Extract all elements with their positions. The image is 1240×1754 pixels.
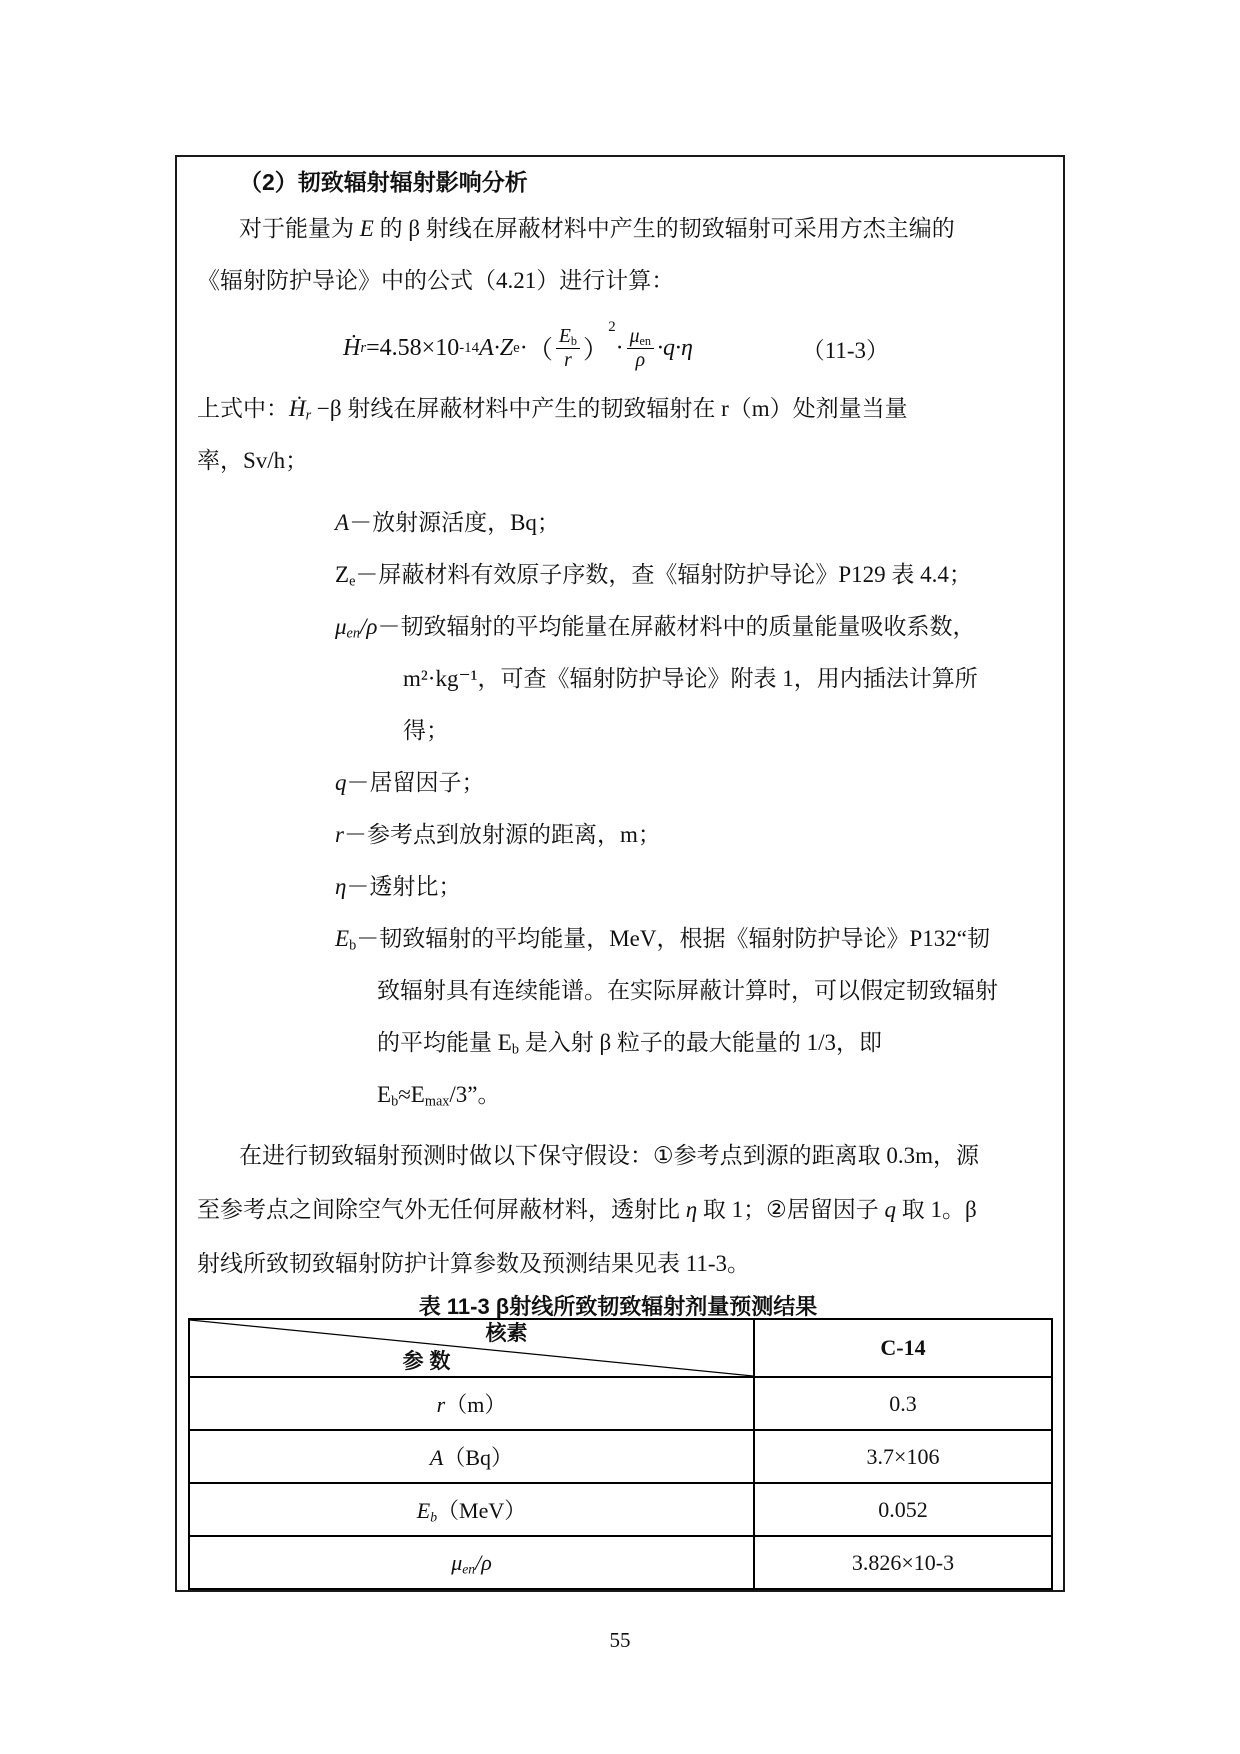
value-cell-eb: 0.052 xyxy=(754,1483,1052,1536)
fraction-eb-over-r: $\frac{E_b}{r}$ xyxy=(556,325,580,371)
param-cell-a: A（Bq） xyxy=(189,1430,754,1483)
paragraph-3-line-3: 射线所致韧致辐射防护计算参数及预测结果见表 11-3。 xyxy=(197,1251,751,1276)
value-cell-r: 0.3 xyxy=(754,1377,1052,1430)
value-cell-a: 3.7×106 xyxy=(754,1430,1052,1483)
table-header-row xyxy=(189,1319,1052,1377)
paragraph-2-line-1: 上式中：Ḣ$_r$ −β 射线在屏蔽材料中产生的韧致辐射在 r（m）处剂量当量 xyxy=(197,396,908,424)
table-row xyxy=(189,1377,1052,1430)
header-nuclide-label: 核素 xyxy=(485,1322,528,1345)
def-atomic-number: $Z_e-$屏蔽材料有效原子序数，查《辐射防护导论》P129 表 4.4； xyxy=(335,562,972,590)
param-cell-r: r（m） xyxy=(189,1377,754,1430)
symbol-E: E xyxy=(359,216,374,241)
table-row xyxy=(189,1536,1052,1589)
results-table xyxy=(188,1318,1053,1590)
paragraph-1-line-1: 对于能量为 E 的 β 射线在屏蔽材料中产生的韧致辐射可采用方杰主编的 xyxy=(239,216,955,241)
def-mass-energy-absorption-cont-2: 得； xyxy=(403,718,449,743)
paragraph-2-line-2: 率，Sv/h； xyxy=(197,448,309,473)
page-number: 55 xyxy=(609,1628,631,1652)
def-average-energy-cont-1: 致辐射具有连续能谱。在实际屏蔽计算时，可以假定韧致辐射 xyxy=(377,978,998,1003)
formula-11-3 xyxy=(197,313,1039,383)
section-heading: （2）韧致辐射辐射影响分析 xyxy=(239,169,528,195)
definition-list xyxy=(197,497,1039,1121)
header-nuclide-c14: C-14 xyxy=(754,1319,1052,1377)
paragraph-1-line-2: 《辐射防护导论》中的公式（4.21）进行计算： xyxy=(197,268,675,293)
fraction-muen-over-rho: $\frac{\mu_{en}}{\rho}$ xyxy=(627,325,654,371)
table-row xyxy=(189,1430,1052,1483)
formula-expression: Ḣ r =4.58×10 -14 A·Z e · （ $\frac{E_b}{r}$ ） 2 · $\frac{\mu_{en}}{\rho}$ ·q·η xyxy=(343,318,693,371)
def-average-energy-cont-3: $E_b\approx E_{max}/3$”。 xyxy=(377,1082,501,1110)
paragraph-3-line-2: 至参考点之间除空气外无任何屏蔽材料，透射比 η 取 1；②居留因子 q 取 1。β xyxy=(197,1197,977,1222)
def-occupancy-factor: q－居留因子； xyxy=(335,770,485,795)
def-distance: r－参考点到放射源的距离，m； xyxy=(335,822,661,847)
def-transmission-ratio: η－透射比； xyxy=(335,874,462,899)
table-title: 表 11-3 β射线所致韧致辐射剂量预测结果 xyxy=(418,1294,818,1319)
value-cell-muen: 3.826×10-3 xyxy=(754,1536,1052,1589)
diagonal-header-cell xyxy=(189,1319,754,1377)
def-activity: A－放射源活度，Bq； xyxy=(335,510,560,535)
param-cell-eb: $E_b(MeV)$ xyxy=(189,1483,754,1536)
equation-number: （11-3） xyxy=(801,337,889,363)
def-mass-energy-absorption-cont-1: m²·kg⁻¹，可查《辐射防护导论》附表 1，用内插法计算所 xyxy=(403,666,978,691)
def-average-energy-cont-2: 的平均能量 $E_b$ 是入射 β 粒子的最大能量的 1/3，即 xyxy=(377,1030,883,1058)
def-average-energy: $E_b-$韧致辐射的平均能量，MeV，根据《辐射防护导论》P132“韧 xyxy=(335,926,990,954)
paragraph-3-line-1: 在进行韧致辐射预测时做以下保守假设：①参考点到源的距离取 0.3m，源 xyxy=(239,1143,980,1168)
def-mass-energy-absorption: $\mu_{en}/\rho-$韧致辐射的平均能量在屏蔽材料中的质量能量吸收系数， xyxy=(335,614,976,642)
header-parameter-label: 参 数 xyxy=(402,1350,451,1373)
content-border-box xyxy=(175,155,1065,1592)
paragraph-3 xyxy=(197,1129,1039,1291)
param-cell-muen: $\mu_{en}/\rho$ xyxy=(189,1536,754,1589)
table-row xyxy=(189,1483,1052,1536)
